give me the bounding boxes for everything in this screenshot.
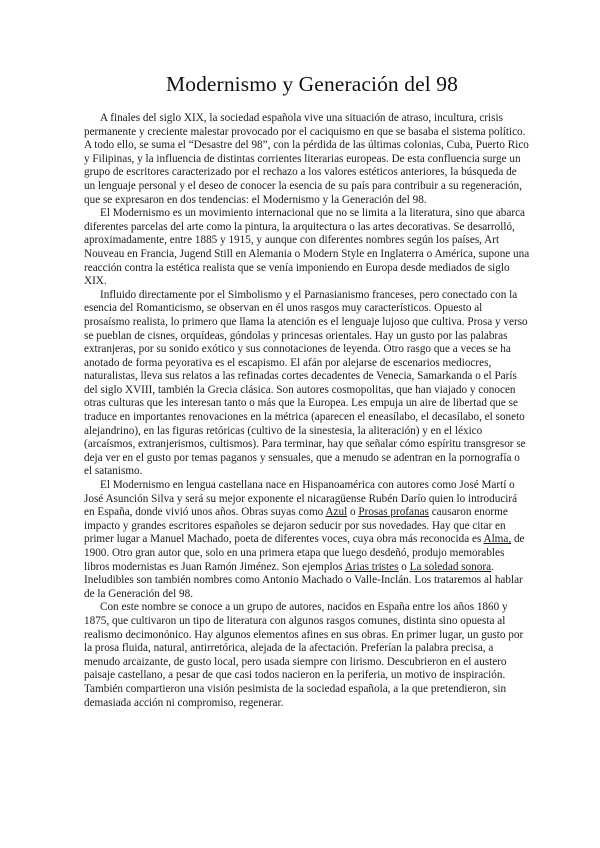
paragraph-text: o — [398, 560, 410, 573]
paragraph-modernismo-features — [84, 289, 530, 479]
book-title-alma: Alma, — [483, 533, 512, 546]
page-title: Modernismo y Generación del 98 — [166, 72, 458, 96]
book-title-prosas-profanas: Prosas profanas — [358, 506, 429, 519]
document-body — [84, 112, 530, 710]
book-title-arias-tristes: Arias tristes — [344, 560, 399, 573]
book-title-la-soledad-sonora: La soledad sonora — [409, 560, 492, 573]
paragraph-intro — [84, 112, 530, 207]
paragraph-text: causaron enorme impacto y grandes escritores españoles se dejaron seducir por sus novedades. Hay que citar en primer lugar a Manuel Machado, poeta de diferentes voces, cuya obra más reconocida es — [84, 506, 508, 546]
paragraph-modernismo-definition — [84, 207, 530, 289]
paragraph-text: de 1900. Otro gran autor que, solo en una primera etapa que luego desdeñó, produjo memorables libros modernistas es Juan Ramón Jiménez. Son ejemplos — [84, 533, 525, 573]
paragraph-text: Influido directamente por el Simbolismo y el Parnasianismo franceses, pero conectado con la esencia del Romanticismo, se observan en él unos rasgos muy característicos. Opuesto al prosaísmo realista, lo primero que llama la atención es el lenguaje lujoso que cultiva. Prosa y verso se pueblan de cisnes, orquídeas, góndolas y princesas orientales. Hay un gusto por las palabras extranjeras, por su sonido exótico y sus connotaciones de leyenda. Otro rasgo que a veces se ha anotado de forma peyorativa es el escapismo. El afán por alejarse de escenarios mediocres, naturalistas, lleva sus relatos a las refinadas cortes decadentes de Venecia, Samarkanda o el París del siglo XVIII, también la Grecia clásica. Son autores cosmopolitas, que han viajado y conocen otras culturas que les interesan tanto o más que la Europea. Les empuja un aire de libertad que se traduce en importantes renovaciones en la métrica (aparecen el eneasílabo, el decasílabo, el soneto alejandrino), en las figuras retóricas (cultivo de la sinestesia, la aliteración) y en el léxico (arcaísmos, extranjerismos, cultismos). Para terminar, hay que señalar cómo espíritu transgresor se deja ver en el gusto por temas paganos y sensuales, que a menudo se adentran en la pornografía o el satanismo. — [84, 288, 528, 478]
paragraph-modernismo-castellano — [84, 479, 530, 601]
paragraph-text: Con este nombre se conoce a un grupo de autores, nacidos en España entre los años 1860 y 1875, que cultivaron un tipo de literatura con algunos rasgos comunes, distinta sino opuesta al realismo decimonónico. Hay algunos elementos afines en sus obras. En primer lugar, un gusto por la prosa fluida, natural, antirretórica, alejada de la afectación. Preferían la palabra precisa, a menudo arcaizante, de gusto local, pero usada siempre con lirismo. Descubrieron en el austero paisaje castellano, a pesar de que casi todos nacieron en la periferia, un motivo de inspiración. También compartieron una visión pesimista de la sociedad española, a la que pretendieron, sin demasiada acción ni compromiso, regenerar. — [84, 601, 524, 709]
paragraph-generacion-98 — [84, 601, 530, 710]
paragraph-text: . Ineludibles son también nombres como Antonio Machado o Valle-Inclán. Los trataremos al hablar de la Generación del 98. — [84, 560, 523, 600]
paragraph-text: A finales del siglo XIX, la sociedad española vive una situación de atraso, incultura, crisis permanente y creciente malestar provocado por el caciquismo en que se basaba el sistema político. A todo ello, se suma el “Desastre del 98”, con la pérdida de las últimas colonias, Cuba, Puerto Rico y Filipinas, y la influencia de distintas corrientes literarias europeas. De esta confluencia surge un grupo de escritores caracterizado por el rechazo a los valores estéticos anteriores, la búsqueda de un lenguaje personal y el deseo de conocer la esencia de su país para contribuir a su regeneración, que se expresaron en dos tendencias: el Modernismo y la Generación del 98. — [84, 112, 529, 206]
paragraph-text: o — [347, 506, 359, 519]
book-title-azul: Azul — [325, 506, 348, 519]
paragraph-text: El Modernismo en lengua castellana nace en Hispanoamérica con autores como José Martí o José Asunción Silva y será su mejor exponente el nicaragüense Rubén Darío quien lo introducirá en España, donde vivió unos años. Obras suyas como — [84, 479, 518, 519]
paragraph-text: El Modernismo es un movimiento internacional que no se limita a la literatura, sino que abarca diferentes parcelas del arte como la pintura, la arquitectura o las artes decorativas. Se desarrolló, aproximadamente, entre 1885 y 1915, y aunque con diferentes nombres según los países, Art Nouveau en Francia, Jugend Still en Alemania o Modern Style en Inglaterra o América, supone una reacción contra la estética realista que se venía imponiendo en Europa desde mediados de siglo XIX. — [84, 207, 530, 288]
